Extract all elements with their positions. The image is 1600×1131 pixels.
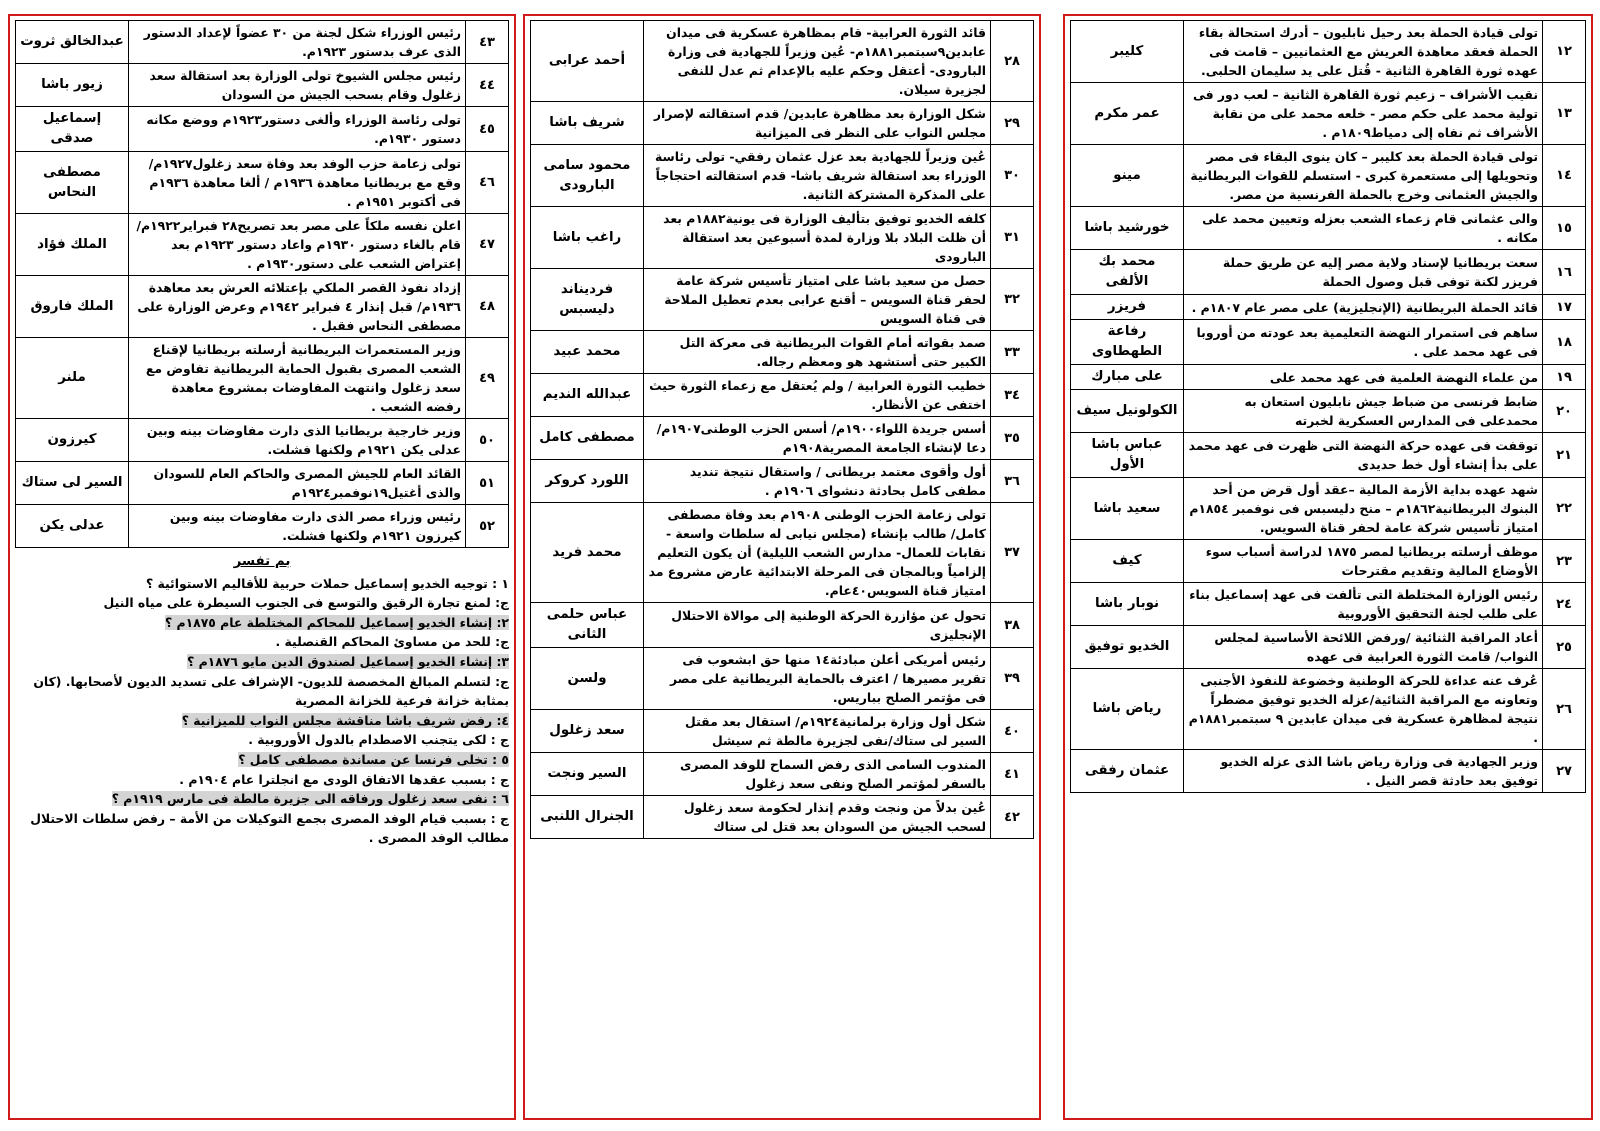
row-figure-name: عبدالله النديم: [531, 374, 644, 417]
line-text: ج: لمنع تجارة الرقيق والتوسع فى الجنوب السيطرة على مياه النيل: [103, 595, 509, 611]
row-number: ٢٦: [1543, 669, 1586, 750]
row-number: ٤٨: [466, 276, 509, 338]
row-figure-name: سعد زغلول: [531, 710, 644, 753]
row-description: تولى زعامة الحزب الوطنى ١٩٠٨م بعد وفاة مصطفى كامل/ طالب بإنشاء (مجلس نيابى له سلطات واسعة - نقابات للعمال- مدارس الشعب الليلية) أن يكون التعليم إلزامياً وبالمجان فى المرحلة الابتدائية عارض مشروع مد امتياز قناة السويس٤٠عام.: [644, 503, 991, 603]
row-description: تولى رئاسة الوزراء وألغى دستور١٩٢٣م ووضع مكانه دستور ١٩٣٠م.: [129, 107, 466, 152]
row-number: ٥٢: [466, 505, 509, 548]
table-row: [16, 276, 509, 338]
row-number: ١٥: [1543, 207, 1586, 250]
row-description: رئيس أمريكى أعلن مبادئة١٤ منها حق ابشعوب فى تقرير مصيرها / اعترف بالحماية البريطانية على مصر فى مؤتمر الصلح بباريس.: [644, 648, 991, 710]
table-row: [1071, 669, 1586, 750]
row-figure-name: عثمان رفقى: [1071, 750, 1184, 793]
row-description: ساهم فى استمرار النهضة التعليمية بعد عودته من أوروبا فى عهد محمد على .: [1184, 320, 1543, 365]
row-description: المندوب السامى الذى رفض السماح للوفد المصرى بالسفر لمؤتمر الصلح ونفى سعد زغلول: [644, 753, 991, 796]
row-figure-name: محمد عبيد: [531, 331, 644, 374]
row-description: شهد عهده بداية الأزمة المالية –عقد أول قرض من أحد البنوك البريطانية١٨٦٢م – منح دليسبس فى نوفمبر ١٨٥٤م امتياز تأسيس شركة عامة لحفر قناة السويس.: [1184, 478, 1543, 540]
row-description: شكل أول وزارة برلمانية١٩٢٤م/ استقال بعد مقتل السير لى ستاك/نفى لجزيرة مالطة ثم سيشل: [644, 710, 991, 753]
middle-column-panel: [523, 14, 1041, 1120]
left-column-panel: [8, 14, 516, 1120]
row-figure-name: أحمد عرابى: [531, 21, 644, 102]
table-row: [1071, 433, 1586, 478]
row-figure-name: ولسن: [531, 648, 644, 710]
row-number: ٥١: [466, 462, 509, 505]
row-description: رئيس الوزراء شكل لجنة من ٣٠ عضواً لإعداد الدستور الذى عرف بدستور ١٩٢٣م.: [129, 21, 466, 64]
row-description: عُرف عنه عداءة للحركة الوطنية وخضوعة للنفوذ الأجنبى وتعاونه مع المراقبة الثنائية/عزله الخديو توفيق مضطراً نتيجة لمظاهرة عسكرية فى ميدان عابدين ٩ سبتمبر١٨٨١م .: [1184, 669, 1543, 750]
row-description: موظف أرسلته بريطانيا لمصر ١٨٧٥ لدراسة أسباب سوء الأوضاع المالية وتقديم مقترحات: [1184, 540, 1543, 583]
answer-line: [15, 770, 509, 790]
row-figure-name: مصطفى النحاس: [16, 152, 129, 214]
answer-line: [15, 730, 509, 750]
row-number: ٤٤: [466, 64, 509, 107]
row-description: قائد الثورة العرابية- قام بمظاهرة عسكرية فى ميدان عابدين٩سبتمبر١٨٨١م- عُين وزيراً للجهادية فى وزارة البارودى- أعتقل وحكم عليه بالإعدام ثم عدل للنفى لجزيرة سيلان.: [644, 21, 991, 102]
row-description: رئيس وزراء مصر الذى دارت مفاوضات بينه وبين كيرزون ١٩٢١م ولكنها فشلت.: [129, 505, 466, 548]
row-figure-name: عباس باشا الأول: [1071, 433, 1184, 478]
row-number: ٣٦: [991, 460, 1034, 503]
table-row: [1071, 250, 1586, 295]
middle-figures-table: [530, 20, 1034, 839]
table-row: [1071, 390, 1586, 433]
row-figure-name: كليبر: [1071, 21, 1184, 83]
line-text: ٣: إنشاء الخديو إسماعيل لصندوق الدين مايو ١٨٧٦م ؟: [187, 653, 509, 669]
table-row: [1071, 540, 1586, 583]
row-number: ٤٣: [466, 21, 509, 64]
row-figure-name: الجنرال اللنبى: [531, 796, 644, 839]
row-description: وزير خارجية بريطانيا الذى دارت مفاوضات بينه وبين عدلى يكن ١٩٢١م ولكنها فشلت.: [129, 419, 466, 462]
answer-line: [15, 632, 509, 652]
table-row: [1071, 295, 1586, 320]
line-text: ج : لكى يتجنب الاصطدام بالدول الأوروبية .: [248, 732, 509, 748]
row-number: ١٨: [1543, 320, 1586, 365]
row-description: القائد العام للجيش المصرى والحاكم العام للسودان والذى أغتيل١٩نوفمبر١٩٢٤م: [129, 462, 466, 505]
answer-line: [15, 809, 509, 848]
table-row: [1071, 365, 1586, 390]
row-description: عُين وزيراً للجهادية بعد عزل عثمان رفقي- تولى رئاسة الوزراء بعد استقالة شريف باشا- قدم استقالته احتجاجاً على المذكرة المشتركة الثانية.: [644, 145, 991, 207]
line-text: ٤: رفض شريف باشا مناقشة مجلس النواب للميزانية ؟: [181, 712, 509, 728]
row-figure-name: السير لى ستاك: [16, 462, 129, 505]
row-number: ١٦: [1543, 250, 1586, 295]
row-description: من علماء النهضة العلمية فى عهد محمد على: [1184, 365, 1543, 390]
explain-why-lines: [15, 574, 509, 848]
table-row: [16, 338, 509, 419]
left-figures-table: [15, 20, 509, 548]
answer-line: [15, 593, 509, 613]
table-row: [16, 21, 509, 64]
row-figure-name: كيرزون: [16, 419, 129, 462]
row-number: ١٤: [1543, 145, 1586, 207]
row-description: ضابط فرنسى من ضباط جيش نابليون استعان به محمدعلى فى المدارس العسكرية لخبرته: [1184, 390, 1543, 433]
table-row: [1071, 750, 1586, 793]
table-row: [16, 214, 509, 276]
table-row: [531, 710, 1034, 753]
row-figure-name: رياض باشا: [1071, 669, 1184, 750]
table-row: [531, 503, 1034, 603]
row-number: ١٣: [1543, 83, 1586, 145]
row-number: ٤١: [991, 753, 1034, 796]
row-figure-name: عبدالخالق ثروت: [16, 21, 129, 64]
table-row: [1071, 583, 1586, 626]
row-number: ١٧: [1543, 295, 1586, 320]
row-figure-name: خورشيد باشا: [1071, 207, 1184, 250]
table-row: [531, 102, 1034, 145]
row-figure-name: الكولونيل سيف: [1071, 390, 1184, 433]
row-figure-name: ملنر: [16, 338, 129, 419]
row-figure-name: فرديناند دليسبس: [531, 269, 644, 331]
row-figure-name: رفاعة الطهطاوى: [1071, 320, 1184, 365]
row-description: أعاد المراقبة الثنائية /ورفض اللائحة الأساسية لمجلس النواب/ قامت الثورة العرابية فى عهده: [1184, 626, 1543, 669]
row-description: وزير المستعمرات البريطانية أرسلته بريطانيا لإقناع الشعب المصرى بقبول الحماية البريطانية تفاوض مع سعد زغلول وانتهت المفاوضات بمشروع معاهدة رفضه الشعب .: [129, 338, 466, 419]
table-row: [531, 603, 1034, 648]
row-description: تحول عن مؤازرة الحركة الوطنية إلى موالاة الاحتلال الإنجليزى: [644, 603, 991, 648]
table-row: [16, 64, 509, 107]
row-figure-name: اللورد كروكر: [531, 460, 644, 503]
table-row: [1071, 626, 1586, 669]
row-description: قائد الحملة البريطانية (الإنجليزية) على مصر عام ١٨٠٧م .: [1184, 295, 1543, 320]
line-text: ج : بسبب قيام الوفد المصرى بجمع التوكيلات من الأمة – رفض سلطات الاحتلال مطالب الوفد المصرى .: [30, 810, 509, 846]
row-number: ٢٧: [1543, 750, 1586, 793]
row-figure-name: فريزر: [1071, 295, 1184, 320]
question-line: [15, 711, 509, 731]
row-figure-name: كيف: [1071, 540, 1184, 583]
line-text: ج : بسبب عقدها الاتفاق الودى مع انجلترا عام ١٩٠٤م .: [179, 771, 509, 787]
row-description: عُين بدلاً من ونجت وقدم إنذار لحكومة سعد زغلول لسحب الجيش من السودان بعد قتل لى ستاك: [644, 796, 991, 839]
question-line: [15, 789, 509, 809]
row-description: رئيس الوزارة المختلطة التى تألفت فى عهد إسماعيل بناء على طلب لجنة التحقيق الأوروبية: [1184, 583, 1543, 626]
row-figure-name: مينو: [1071, 145, 1184, 207]
line-text: ج: لتسلم المبالغ المخصصة للديون- الإشراف على تسديد الديون لأصحابها. (كان بمثابة خزانة فرعية للخزانة المصرية: [33, 673, 509, 709]
table-row: [1071, 83, 1586, 145]
row-number: ٢٨: [991, 21, 1034, 102]
table-row: [531, 207, 1034, 269]
row-description: وزير الجهادية فى وزارة رياض باشا الذى عزله الخديو توفيق بعد حادثة قصر النيل .: [1184, 750, 1543, 793]
answer-line: [15, 672, 509, 711]
row-number: ٤٩: [466, 338, 509, 419]
row-figure-name: محمد فريد: [531, 503, 644, 603]
row-number: ٣٣: [991, 331, 1034, 374]
row-number: ٤٥: [466, 107, 509, 152]
table-row: [16, 107, 509, 152]
table-row: [1071, 207, 1586, 250]
row-number: ٤٠: [991, 710, 1034, 753]
row-description: كلفه الخديو توفيق بتأليف الوزارة فى يونية١٨٨٢م بعد أن ظلت البلاد بلا وزارة لمدة أسبوعين بعد استقالة البارودى: [644, 207, 991, 269]
row-figure-name: سعيد باشا: [1071, 478, 1184, 540]
explain-why-title: بم تفسر: [233, 554, 291, 569]
row-number: ٢١: [1543, 433, 1586, 478]
row-description: سعت بريطانيا لإسناد ولاية مصر إليه عن طريق حملة فريزر لكنة توفى قبل وصول الحملة: [1184, 250, 1543, 295]
row-number: ٥٠: [466, 419, 509, 462]
table-row: [531, 331, 1034, 374]
row-number: ٢٣: [1543, 540, 1586, 583]
answer-line: [15, 574, 509, 594]
row-description: صمد بقواته أمام القوات البريطانية فى معركة التل الكبير حتى أستشهد هو ومعظم رجاله.: [644, 331, 991, 374]
row-description: أول وأقوى معتمد بريطانى / واستقال نتيجة تنديد مطفى كامل بحادثة دنشواى ١٩٠٦م .: [644, 460, 991, 503]
row-number: ٣٩: [991, 648, 1034, 710]
explain-why-section: [15, 552, 509, 848]
row-number: ٣١: [991, 207, 1034, 269]
row-number: ٤٢: [991, 796, 1034, 839]
row-figure-name: عباس حلمى الثانى: [531, 603, 644, 648]
table-row: [16, 419, 509, 462]
row-figure-name: مصطفى كامل: [531, 417, 644, 460]
row-figure-name: الملك فاروق: [16, 276, 129, 338]
row-number: ٣٧: [991, 503, 1034, 603]
row-number: ٢٩: [991, 102, 1034, 145]
row-figure-name: إسماعيل صدقى: [16, 107, 129, 152]
row-figure-name: الخديو توفيق: [1071, 626, 1184, 669]
question-line: [15, 652, 509, 672]
row-figure-name: محمود سامى البارودى: [531, 145, 644, 207]
line-text: ٢: إنشاء الخديو إسماعيل للمحاكم المختلطة عام ١٨٧٥م ؟: [164, 614, 509, 630]
row-description: والى عثمانى قام زعماء الشعب بعزله وتعيين محمد على مكانه .: [1184, 207, 1543, 250]
row-number: ١٩: [1543, 365, 1586, 390]
row-figure-name: على مبارك: [1071, 365, 1184, 390]
line-text: ٦ : نفى سعد زغلول ورفاقه الى جزيرة مالطة فى مارس ١٩١٩م ؟: [111, 791, 509, 807]
row-figure-name: زيور باشا: [16, 64, 129, 107]
row-number: ٢٤: [1543, 583, 1586, 626]
table-row: [531, 21, 1034, 102]
table-row: [531, 460, 1034, 503]
row-number: ١٢: [1543, 21, 1586, 83]
row-description: نقيب الأشراف – زعيم ثورة القاهرة الثانية – لعب دور فى تولية محمد على حكم مصر - خلعه محمد على من نقابة الأشراف ثم نفاه إلى دمياط١٨٠٩م .: [1184, 83, 1543, 145]
row-figure-name: محمد بك الألفى: [1071, 250, 1184, 295]
row-number: ٣٨: [991, 603, 1034, 648]
row-figure-name: شريف باشا: [531, 102, 644, 145]
row-figure-name: راغب باشا: [531, 207, 644, 269]
right-figures-table: [1070, 20, 1586, 793]
row-description: أسس جريدة اللواء١٩٠٠م/ أسس الحزب الوطنى١٩٠٧م/ دعا لإنشاء الجامعة المصرية١٩٠٨م: [644, 417, 991, 460]
table-row: [16, 505, 509, 548]
row-number: ٢٥: [1543, 626, 1586, 669]
line-text: ج: للحد من مساوئ المحاكم القنصلية .: [275, 634, 509, 650]
row-number: ٣٤: [991, 374, 1034, 417]
row-description: اعلن نفسه ملكاً على مصر بعد تصريح٢٨ فبراير١٩٢٢م/ قام بالغاء دستور ١٩٣٠م واعاد دستور ١٩٢٣م بعد إعتراض الشعب على دستور١٩٣٠م .: [129, 214, 466, 276]
row-number: ٤٧: [466, 214, 509, 276]
question-line: [15, 613, 509, 633]
table-row: [531, 269, 1034, 331]
row-description: توقفت فى عهده حركة النهضة التى ظهرت فى عهد محمد على بدأ إنشاء أول خط حديدى: [1184, 433, 1543, 478]
row-description: تولى قيادة الحملة بعد رحيل نابليون – أدرك استحالة بقاء الحملة فعقد معاهدة العريش مع العثمانيين – قامت فى عهده ثورة القاهرة الثانية - قُتل على يد سليمان الحلبى.: [1184, 21, 1543, 83]
row-description: رئيس مجلس الشيوخ تولى الوزارة بعد استقالة سعد زغلول وقام بسحب الجيش من السودان: [129, 64, 466, 107]
row-description: تولى قيادة الحملة بعد كليبر – كان ينوى البقاء فى مصر وتحويلها إلى مستعمرة كبرى - استسلم للقوات البريطانية والجيش العثمانى وخرج بالحملة الفرنسية من مصر.: [1184, 145, 1543, 207]
right-column-panel: [1063, 14, 1593, 1120]
line-text: ٥ : تخلى فرنسا عن مساندة مصطفى كامل ؟: [238, 751, 509, 767]
row-number: ٣٥: [991, 417, 1034, 460]
row-figure-name: عدلى يكن: [16, 505, 129, 548]
row-number: ٢٠: [1543, 390, 1586, 433]
row-description: تولى زعامة حزب الوفد بعد وفاة سعد زغلول١٩٢٧م/ وقع مع بريطانيا معاهدة ١٩٣٦م / ألغا معاهدة ١٩٣٦م فى أكتوبر ١٩٥١م .: [129, 152, 466, 214]
row-number: ٢٢: [1543, 478, 1586, 540]
row-figure-name: الملك فؤاد: [16, 214, 129, 276]
table-row: [531, 648, 1034, 710]
row-number: ٤٦: [466, 152, 509, 214]
line-text: ١ : توجيه الخديو إسماعيل حملات حربية للأقاليم الاستوائية ؟: [145, 575, 509, 591]
table-row: [16, 152, 509, 214]
row-number: ٣٠: [991, 145, 1034, 207]
table-row: [531, 753, 1034, 796]
question-line: [15, 750, 509, 770]
row-figure-name: نوبار باشا: [1071, 583, 1184, 626]
table-row: [1071, 145, 1586, 207]
table-row: [1071, 478, 1586, 540]
row-description: إزداد نفوذ القصر الملكي بإعتلائه العرش بعد معاهدة ١٩٣٦م/ قبل إنذار ٤ فبراير ١٩٤٢م وعرض الوزارة على مصطفى النحاس فقبل .: [129, 276, 466, 338]
row-description: حصل من سعيد باشا على امتياز تأسيس شركة عامة لحفر قناة السويس – أقنع عرابى بعدم تعطيل الملاحة فى قناة السويس: [644, 269, 991, 331]
table-row: [16, 462, 509, 505]
table-row: [531, 796, 1034, 839]
table-row: [531, 374, 1034, 417]
table-row: [531, 145, 1034, 207]
table-row: [531, 417, 1034, 460]
row-description: خطيب الثورة العرابية / ولم يُعتقل مع زعماء الثورة حيث اختفى عن الأنظار.: [644, 374, 991, 417]
row-figure-name: عمر مكرم: [1071, 83, 1184, 145]
row-number: ٣٢: [991, 269, 1034, 331]
table-row: [1071, 320, 1586, 365]
table-row: [1071, 21, 1586, 83]
row-description: شكل الوزارة بعد مظاهرة عابدين/ قدم استقالته لإصرار مجلس النواب على النظر فى الميزانية: [644, 102, 991, 145]
row-figure-name: السير ونجت: [531, 753, 644, 796]
